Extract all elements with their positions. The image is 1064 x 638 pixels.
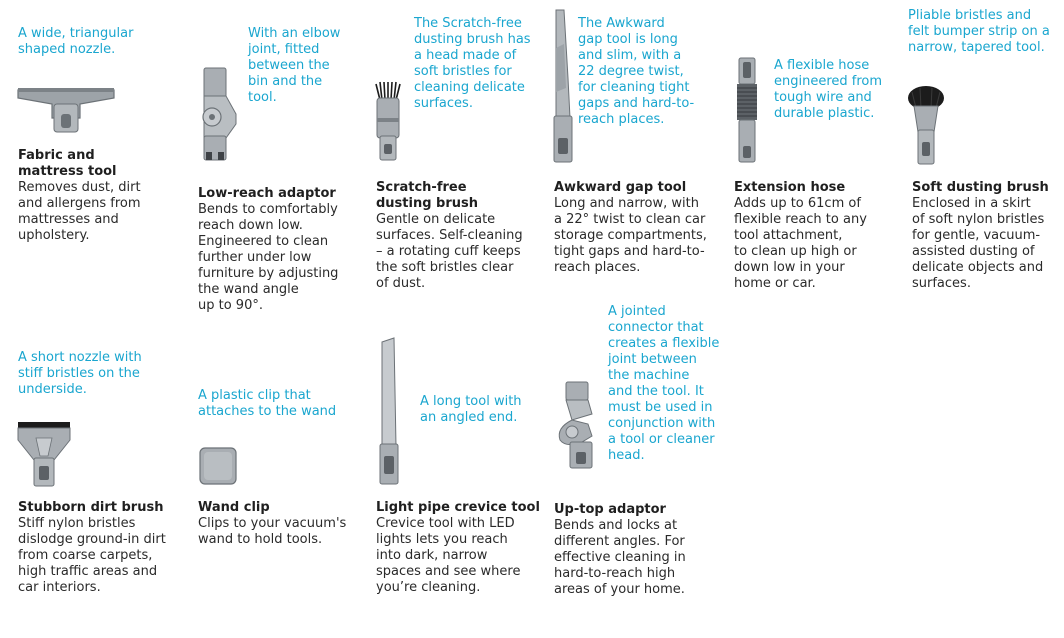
light-pipe-description: Crevice tool with LED lights lets you reach into dark, narrow spaces and see where you’re cleaning. <box>376 516 521 595</box>
stubborn-dirt-brush-icon <box>16 420 72 488</box>
wand-clip-caption: A plastic clip that attaches to the wand <box>198 388 337 419</box>
scratch-free-title: Scratch-free dusting brush <box>376 180 479 211</box>
soft-dusting-description: Enclosed in a skirt of soft nylon bristles for gentle, vacuum- assisted dusting of delicate objects and surfaces. <box>912 196 1045 291</box>
scratch-free-brush-icon <box>372 80 404 164</box>
scratch-free-description: Gentle on delicate surfaces. Self-cleaning – a rotating cuff keeps the soft bristles clear of dust. <box>376 212 523 291</box>
stubborn-dirt-caption: A short nozzle with stiff bristles on the underside. <box>18 350 142 397</box>
wand-clip-title: Wand clip <box>198 500 270 515</box>
awkward-gap-title: Awkward gap tool <box>554 180 687 195</box>
fabric-mattress-tool-icon <box>16 84 116 136</box>
low-reach-adaptor-icon <box>196 66 240 166</box>
fabric-mattress-title: Fabric and mattress tool <box>18 148 117 179</box>
low-reach-description: Bends to comfortably reach down low. Engineered to clean further under low furniture by adjusting the wand angle up to 90°. <box>198 202 339 313</box>
low-reach-caption: With an elbow joint, fitted between the bin and the tool. <box>248 26 341 105</box>
up-top-description: Bends and locks at different angles. For effective cleaning in hard-to-reach high areas of your home. <box>554 518 686 597</box>
up-top-adaptor-icon <box>552 380 600 472</box>
awkward-gap-tool-icon <box>550 8 576 168</box>
extension-hose-title: Extension hose <box>734 180 846 195</box>
low-reach-title: Low-reach adaptor <box>198 186 336 201</box>
scratch-free-caption: The Scratch-free dusting brush has a head made of soft bristles for cleaning delicate surfaces. <box>414 16 531 111</box>
fabric-mattress-caption: A wide, triangular shaped nozzle. <box>18 26 134 57</box>
soft-dusting-title: Soft dusting brush <box>912 180 1049 195</box>
light-pipe-crevice-tool-icon <box>374 336 404 488</box>
wand-clip-description: Clips to your vacuum's wand to hold tools. <box>198 516 347 547</box>
up-top-caption: A jointed connector that creates a flexible joint between the machine and the tool. It must be used in conjunction with a tool or cleaner head. <box>608 304 720 463</box>
awkward-gap-caption: The Awkward gap tool is long and slim, with a 22 degree twist, for cleaning tight gaps and hard-to- reach places. <box>578 16 695 127</box>
fabric-mattress-description: Removes dust, dirt and allergens from mattresses and upholstery. <box>18 180 141 243</box>
light-pipe-title: Light pipe crevice tool <box>376 500 540 515</box>
extension-hose-icon <box>734 56 760 166</box>
extension-hose-description: Adds up to 61cm of flexible reach to any tool attachment, to clean up high or down low in your home or car. <box>734 196 867 291</box>
stubborn-dirt-title: Stubborn dirt brush <box>18 500 164 515</box>
up-top-title: Up-top adaptor <box>554 502 666 517</box>
awkward-gap-description: Long and narrow, with a 22° twist to clean car storage compartments, tight gaps and hard-to- reach places. <box>554 196 707 275</box>
stubborn-dirt-description: Stiff nylon bristles dislodge ground-in dirt from coarse carpets, high traffic areas and car interiors. <box>18 516 166 595</box>
soft-dusting-brush-icon <box>906 84 946 168</box>
light-pipe-caption: A long tool with an angled end. <box>420 394 522 425</box>
wand-clip-icon <box>198 446 238 486</box>
soft-dusting-caption: Pliable bristles and felt bumper strip on a narrow, tapered tool. <box>908 8 1050 55</box>
extension-hose-caption: A flexible hose engineered from tough wire and durable plastic. <box>774 58 883 121</box>
